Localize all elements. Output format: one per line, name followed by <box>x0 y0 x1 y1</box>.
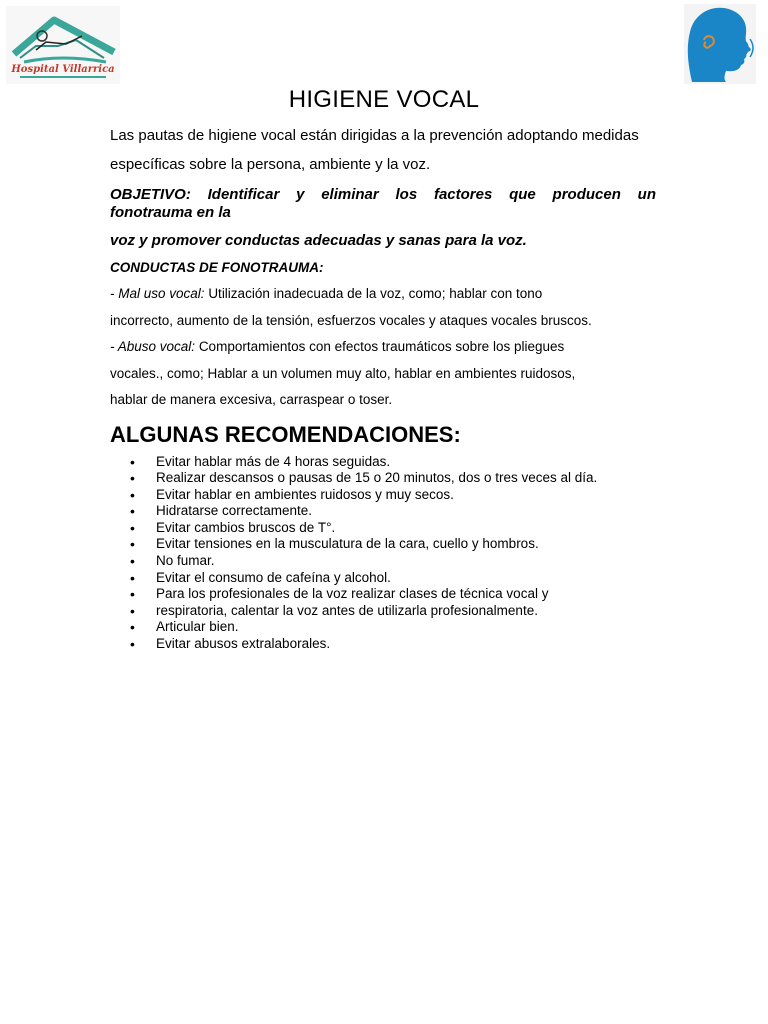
list-item <box>110 487 656 504</box>
hospital-logo <box>6 6 120 84</box>
abuso-text: hablar de manera excesiva, carraspear o toser. <box>110 392 393 407</box>
list-item <box>110 553 656 570</box>
bullet-icon: • <box>130 619 135 636</box>
list-item <box>110 603 656 620</box>
bullet-icon: • <box>130 569 135 586</box>
bullet-icon: • <box>130 636 135 653</box>
list-item-text: Para los profesionales de la voz realizar clases de técnica vocal y <box>156 586 549 602</box>
list-item-text: Evitar tensiones en la musculatura de la cara, cuello y hombros. <box>156 536 539 552</box>
bullet-icon: • <box>130 470 135 487</box>
conductas-heading: CONDUCTAS DE FONOTRAUMA: <box>110 260 324 275</box>
list-item-text: Articular bien. <box>156 619 239 635</box>
abuso-text: Comportamientos con efectos traumáticos sobre los pliegues <box>198 339 565 354</box>
list-item <box>110 470 656 487</box>
list-item-text: Evitar hablar más de 4 horas seguidas. <box>156 453 391 469</box>
list-item-text: Evitar abusos extralaborales. <box>156 636 331 652</box>
list-item <box>110 520 656 537</box>
list-item-text: No fumar. <box>156 553 215 569</box>
objective-line: voz y promover conductas adecuadas y sanas para la voz. <box>110 232 527 249</box>
list-item-text: Evitar el consumo de cafeína y alcohol. <box>156 569 391 585</box>
mal-uso-paragraph <box>110 277 656 334</box>
list-item <box>110 636 656 653</box>
bullet-icon: • <box>130 553 135 570</box>
bullet-icon: • <box>130 486 135 503</box>
intro-line: Las pautas de higiene vocal están dirigidas a la prevención adoptando medidas <box>110 127 639 144</box>
abuso-text: vocales., como; Hablar a un volumen muy alto, hablar en ambientes ruidosos, <box>110 365 576 381</box>
bullet-icon: • <box>130 586 135 603</box>
recommendations-heading: ALGUNAS RECOMENDACIONES: <box>110 421 461 447</box>
abuso-paragraph <box>110 334 656 414</box>
mal-uso-text: incorrecto, aumento de la tensión, esfuerzos vocales y ataques vocales bruscos. <box>110 312 592 328</box>
list-item <box>110 454 656 471</box>
mal-uso-text: Utilización inadecuada de la voz, como; hablar con tono <box>208 286 543 301</box>
mal-uso-label: - Mal uso vocal: <box>110 286 205 301</box>
bullet-icon: • <box>130 453 135 470</box>
list-item-text: respiratoria, calentar la voz antes de utilizarla profesionalmente. <box>156 602 538 618</box>
intro-line: específicas sobre la persona, ambiente y la voz. <box>110 155 431 173</box>
document-body <box>110 122 656 653</box>
objective-line: OBJETIVO: Identificar y eliminar los factores que producen un <box>110 186 656 203</box>
bullet-icon: • <box>130 536 135 553</box>
bullet-icon: • <box>130 519 135 536</box>
recommendations-list <box>110 454 656 653</box>
objective-line: fonotrauma en la <box>110 204 231 221</box>
logo-text: Hospital Villarrica <box>11 64 115 75</box>
list-item-text: Realizar descansos o pausas de 15 o 20 minutos, dos o tres veces al día. <box>156 470 598 486</box>
list-item-text: Evitar cambios bruscos de T°. <box>156 519 336 535</box>
list-item <box>110 570 656 587</box>
abuso-label: - Abuso vocal: <box>110 339 196 354</box>
intro-paragraph <box>110 122 656 179</box>
page-title: HIGIENE VOCAL <box>288 86 480 113</box>
speaking-head-icon <box>684 4 756 84</box>
list-item <box>110 586 656 603</box>
list-item <box>110 503 656 520</box>
list-item <box>110 536 656 553</box>
bullet-icon: • <box>130 602 135 619</box>
bullet-icon: • <box>130 503 135 520</box>
list-item <box>110 619 656 636</box>
list-item-text: Hidratarse correctamente. <box>156 503 313 519</box>
list-item-text: Evitar hablar en ambientes ruidosos y muy secos. <box>156 486 454 502</box>
